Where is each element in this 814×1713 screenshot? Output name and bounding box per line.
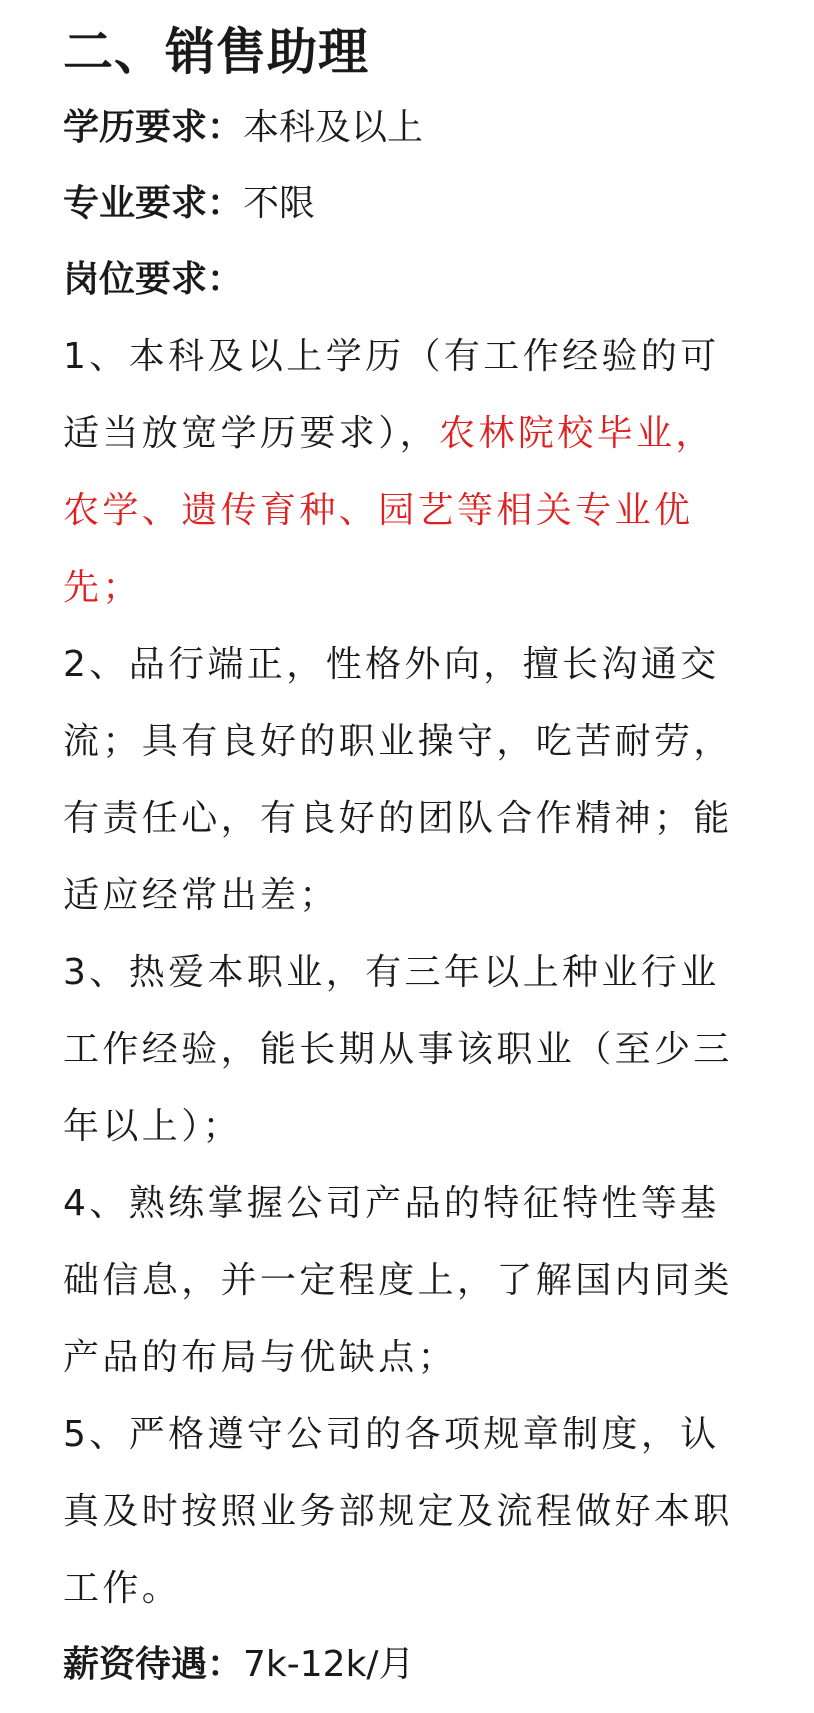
requirement-item-1-highlight: 农林院校毕业，农学、遗传育种、园艺等相关专业优先； [63, 413, 715, 608]
salary [63, 1627, 814, 1703]
requirement-item-2 [63, 626, 753, 934]
major-requirement [63, 166, 814, 242]
education-value: 本科及以上 [243, 107, 424, 148]
requirement-item-1 [63, 318, 753, 626]
major-label: 专业要求： [63, 183, 244, 224]
requirements-label: 岗位要求： [63, 259, 244, 300]
education-label: 学历要求： [63, 107, 244, 148]
requirement-item-4 [63, 1165, 753, 1396]
salary-value: 7k-12k/月 [243, 1644, 415, 1685]
major-value: 不限 [243, 183, 316, 224]
requirement-item-4-text: 4、熟练掌握公司产品的特征特性等基础信息，并一定程度上，了解国内同类产品的布局与优缺点； [63, 1183, 733, 1378]
requirement-item-2-text: 2、品行端正，性格外向，擅长沟通交流；具有良好的职业操守，吃苦耐劳，有责任心，有良好的团队合作精神；能适应经常出差； [63, 644, 733, 916]
requirement-item-3-text: 3、热爱本职业，有三年以上种业行业工作经验，能长期从事该职业（至少三年以上）； [63, 952, 733, 1147]
position-requirements-heading [63, 242, 814, 318]
requirement-item-5-text: 5、严格遵守公司的各项规章制度，认真及时按照业务部规定及流程做好本职工作。 [63, 1414, 733, 1609]
job-title: 二、销售助理 [63, 23, 369, 81]
requirement-item-3 [63, 934, 753, 1165]
education-requirement [63, 90, 814, 166]
salary-label: 薪资待遇： [63, 1644, 244, 1685]
requirement-item-1-text: 1、本科及以上学历（有工作经验的可适当放宽学历要求）， [63, 336, 720, 454]
requirement-item-5 [63, 1396, 753, 1627]
